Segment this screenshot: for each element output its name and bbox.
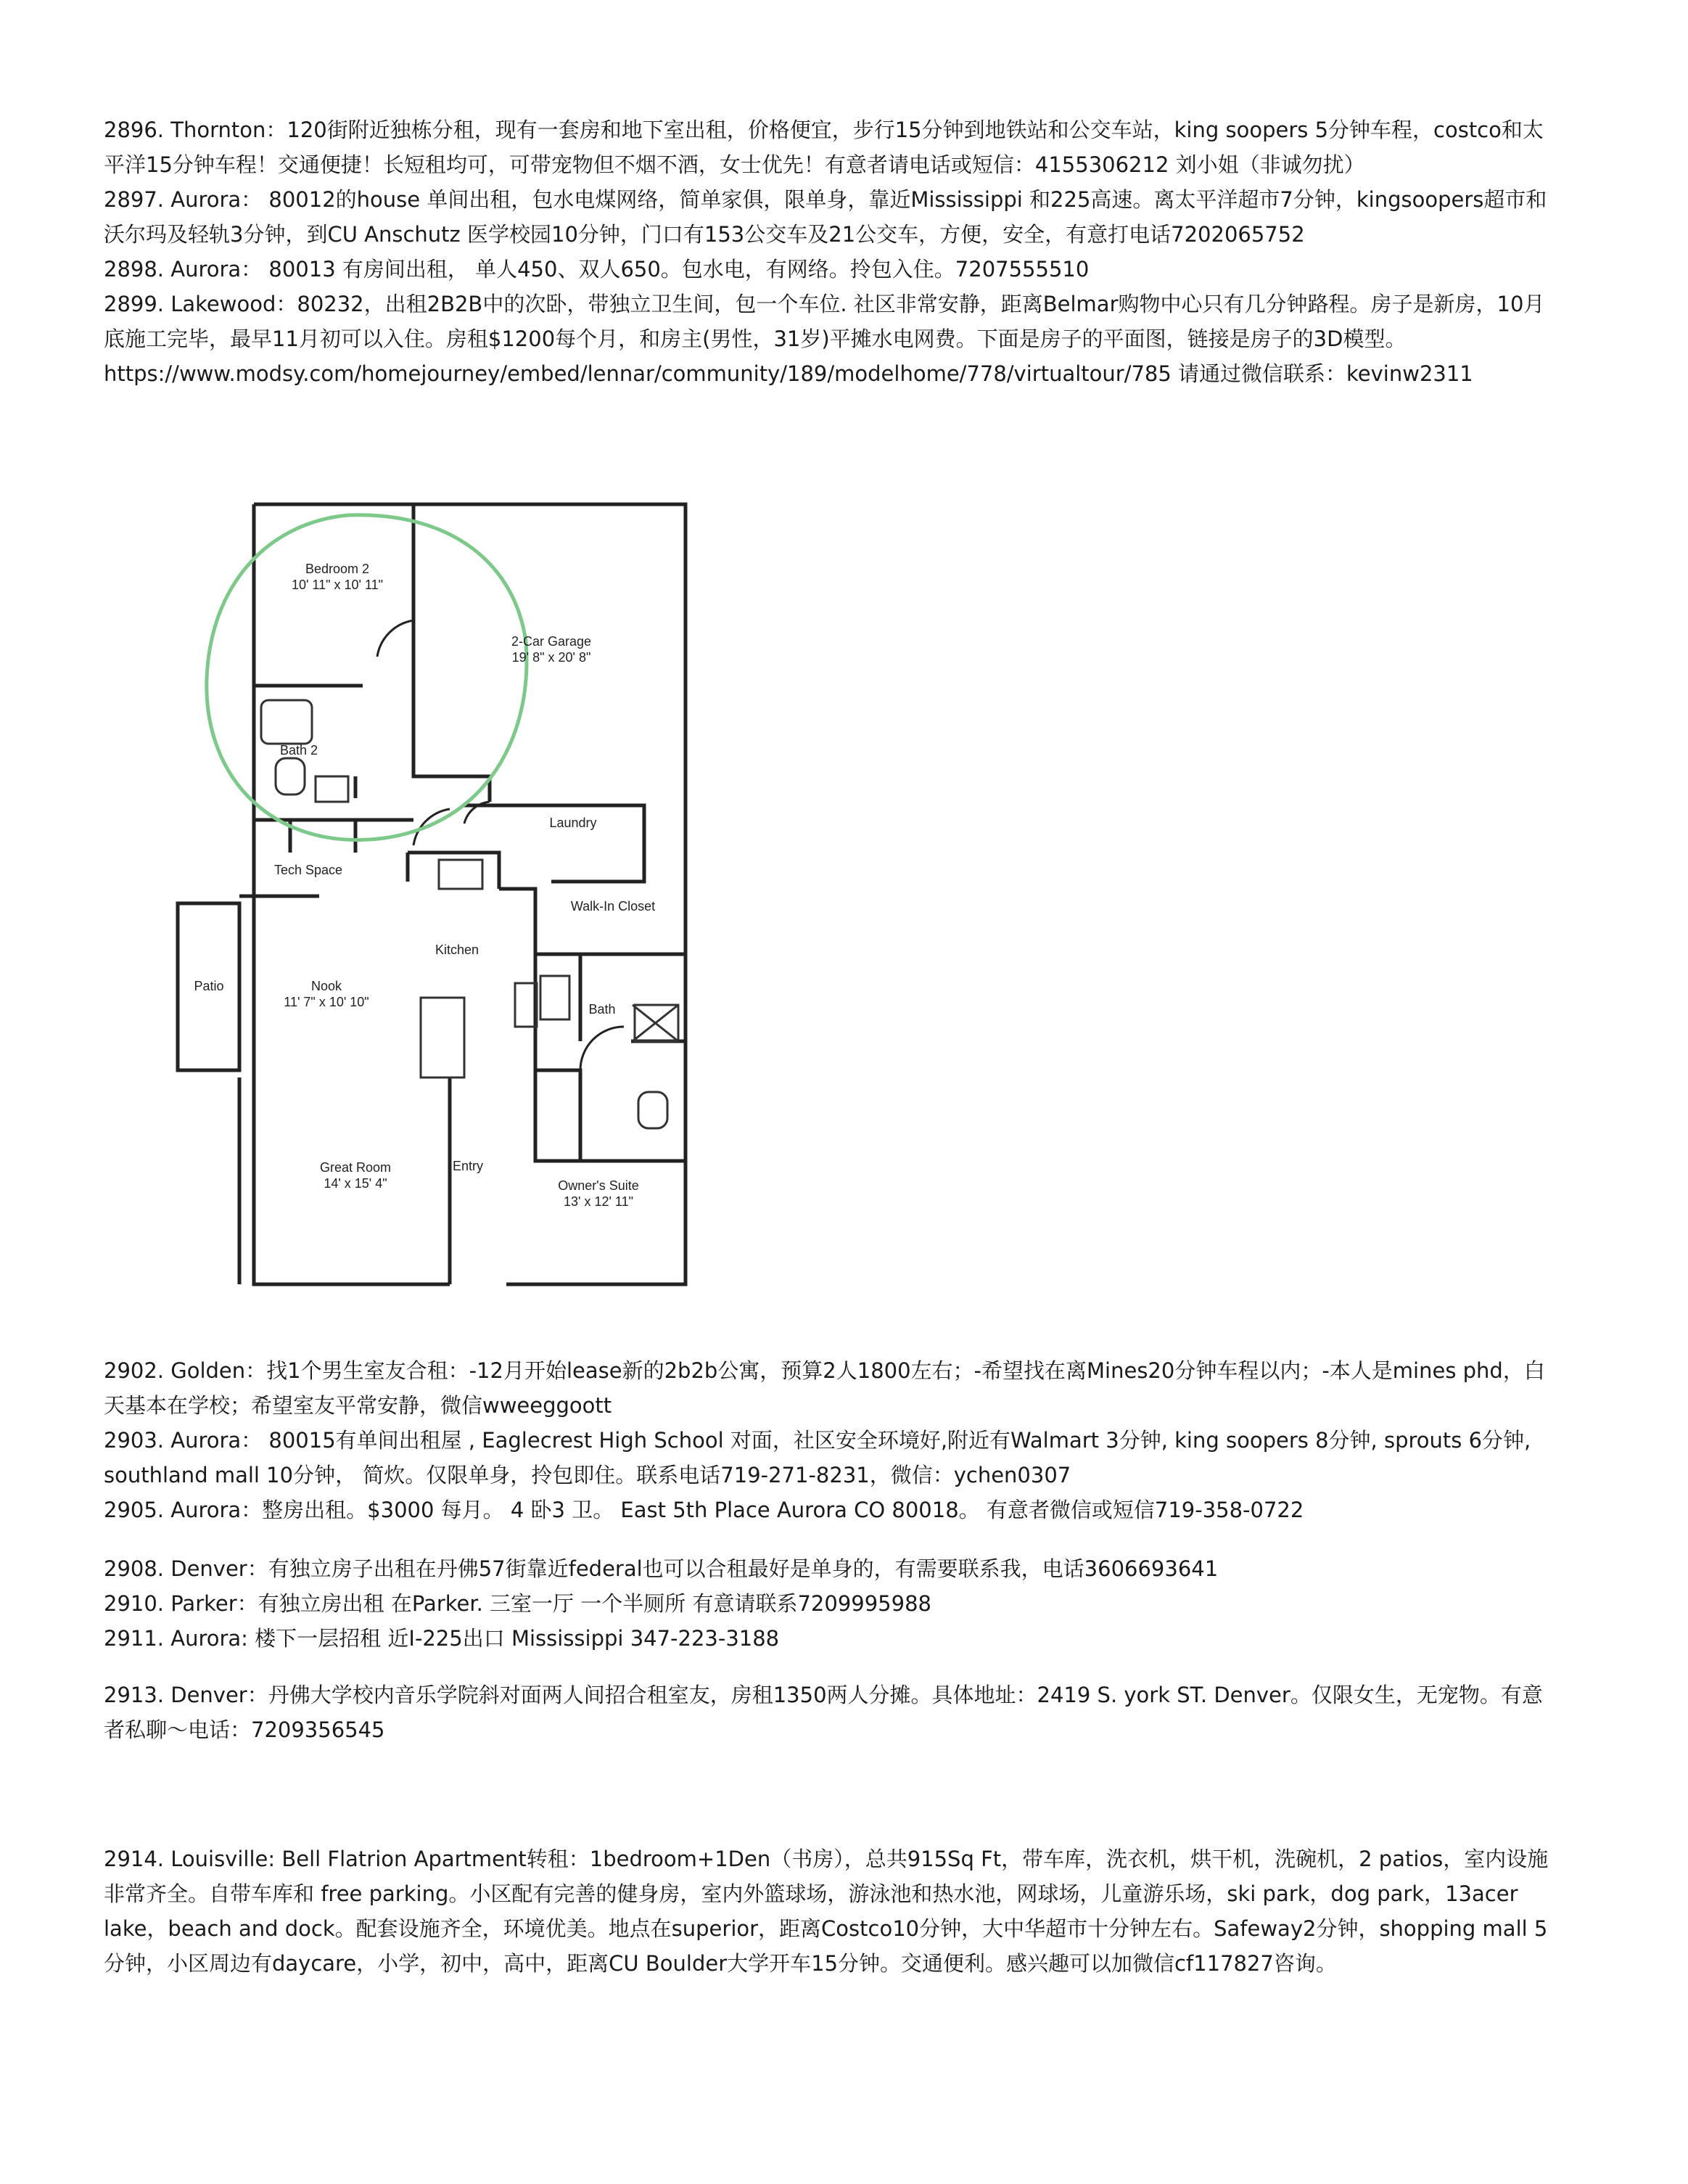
label-bedroom2-size: 10' 11" x 10' 11" [291, 578, 384, 592]
label-garage-size: 19' 8" x 20' 8" [511, 650, 591, 665]
listing-2908: 2908. Denver：有独立房子出租在丹佛57街靠近federal也可以合租最好是单身的，有需要联系我，电话3606693641 [104, 1556, 1219, 1581]
label-nook-size: 11' 7" x 10' 10" [284, 995, 369, 1009]
label-bedroom2: Bedroom 2 [305, 562, 370, 576]
label-owners-suite: Owner's Suite [558, 1178, 639, 1193]
label-garage: 2-Car Garage [511, 634, 592, 649]
label-laundry: Laundry [549, 816, 597, 830]
label-walkin-closet: Walk-In Closet [570, 899, 656, 914]
listing-2911: 2911. Aurora: 楼下一层招租 近I-225出口 Mississippi 347-223-3188 [104, 1626, 780, 1651]
listing-2905: 2905. Aurora：整房出租。$3000 每月。 4 卧3 卫。 East 5th Place Aurora CO 80018。 有意者微信或短信719-358-0722 [104, 1498, 1304, 1522]
floor-plan-image [145, 475, 725, 1310]
listing-2910: 2910. Parker：有独立房出租 在Parker. 三室一厅 一个半厕所 有意请联系7209995988 [104, 1591, 931, 1616]
listings-group-3 [104, 1678, 1562, 1747]
listings-top [104, 112, 1562, 391]
label-owners-suite-size: 13' x 12' 11" [564, 1194, 633, 1209]
listing-2914: 2914. Louisville: Bell Flatrion Apartment转租：1bedroom+1Den（书房），总共915Sq Ft，带车库，洗衣机，烘干机，洗碗机，2 patios，室内设施非常齐全。自带车库和 free parking。小区配有完善的健身房，室内外篮球场，游泳池和热水池，网球场，儿童游乐场，ski park，dog park，13acer lake，beach and dock。配套设施齐全，环境优美。地点在superior，距离Costco10分钟，大中华超市十分钟左右。Safeway2分钟，shopping mall 5分钟，小区周边有daycare，小学，初中，高中，距离CU Boulder大学开车15分钟。交通便利。感兴趣可以加微信cf117827咨询。 [104, 1847, 1549, 1976]
label-tech-space: Tech Space [273, 863, 343, 877]
listing-2913: 2913. Denver：丹佛大学校内音乐学院斜对面两人间招合租室友，房租1350两人分摊。具体地址：2419 S. york ST. Denver。仅限女生，无宠物。有意者私聊～电话：7209356545 [104, 1683, 1543, 1742]
label-great-room-size: 14' x 15' 4" [324, 1176, 387, 1191]
label-great-room: Great Room [319, 1160, 392, 1175]
label-bath: Bath [588, 1002, 616, 1017]
listings-group-2 [104, 1551, 1562, 1656]
listing-2896: 2896. Thornton：120街附近独栋分租，现有一套房和地下室出租，价格便宜，步行15分钟到地铁站和公交车站，king soopers 5分钟车程，costco和太平洋15分钟车程！交通便捷！长短租均可，可带宠物但不烟不酒，女士优先！有意者请电话或短信：4155306212 刘小姐（非诚勿扰） [104, 118, 1544, 177]
label-kitchen: Kitchen [435, 943, 479, 957]
label-patio: Patio [194, 979, 224, 993]
label-bath2: Bath 2 [279, 743, 318, 758]
listings-group-4 [104, 1842, 1562, 1981]
listing-2903: 2903. Aurora： 80015有单间出租屋 , Eaglecrest High School 对面，社区安全环境好,附近有Walmart 3分钟, king soopers 8分钟, sprouts 6分钟, southland mall 10分钟， 简炊。仅限单身，拎包即住。联系电话719-271-8231，微信：ychen0307 [104, 1428, 1531, 1487]
listing-2898: 2898. Aurora： 80013 有房间出租， 单人450、双人650。包水电，有网络。拎包入住。7207555510 [104, 257, 1090, 282]
listing-2899: 2899. Lakewood：80232，出租2B2B中的次卧，带独立卫生间，包一个车位. 社区非常安静，距离Belmar购物中心只有几分钟路程。房子是新房，10月底施工完毕，最早11月初可以入住。房租$1200每个月，和房主(男性，31岁)平摊水电网费。下面是房子的平面图，链接是房子的3D模型。https://www.modsy.com/homejourney/embed/lennar/community/189/modelhome/778/virtualtour/785 请通过微信联系：kevinw2311 [104, 292, 1545, 386]
listing-2897: 2897. Aurora： 80012的house 单间出租，包水电煤网络，简单家俱，限单身，靠近Mississippi 和225高速。离太平洋超市7分钟，kingsoopers超市和沃尔玛及轻轨3分钟，到CU Anschutz 医学校园10分钟，门口有153公交车及21公交车，方便，安全，有意打电话7202065752 [104, 187, 1547, 247]
label-entry: Entry [452, 1159, 484, 1173]
listings-group-1 [104, 1353, 1562, 1527]
label-nook: Nook [310, 979, 342, 993]
listing-2902: 2902. Golden：找1个男生室友合租：-12月开始lease新的2b2b公寓，预算2人1800左右；-希望找在离Mines20分钟车程以内；-本人是mines phd，白天基本在学校；希望室友平常安静，微信wweeggoott [104, 1358, 1545, 1418]
